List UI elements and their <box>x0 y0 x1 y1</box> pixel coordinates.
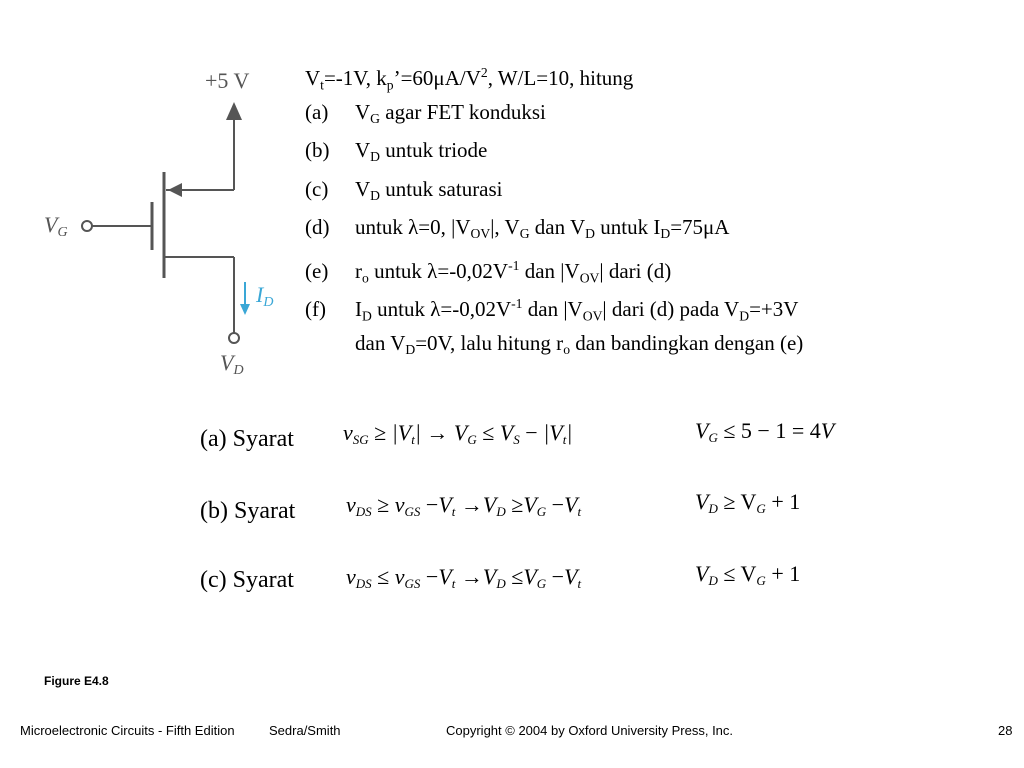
footer-page-number: 28 <box>998 723 1013 738</box>
pmos-circuit-diagram <box>40 60 290 390</box>
gate-terminal <box>82 221 92 231</box>
question-c: (c) $V_D$ untuk saturasi <box>305 176 503 203</box>
supply-arrow-icon <box>226 102 242 120</box>
drain-label: $V_D$ <box>220 350 244 379</box>
given-line: $V_t=-1V$, $k_p’=60\mu A/V^2$, W/L=10, hitung <box>305 65 634 93</box>
result-c: $V_D \le V_G + 1$ <box>695 561 801 588</box>
question-d: (d) untuk λ=0, $|V_{OV}|$, $V_G$ dan $V_D$ untuk $I_D=75\mu A$ <box>305 215 730 242</box>
footer-book-title: Microelectronic Circuits - Fifth Edition <box>20 723 235 738</box>
solution-b-label: (b) Syarat <box>200 498 296 524</box>
question-e: (e) $r_o$ untuk $\lambda=-0,02V^{-1}$ dan $|V_{OV}|$ dari (d) <box>305 257 672 285</box>
question-f: (f) $I_D$ untuk $\lambda=-0,02V^{-1}$ dan $|V_{OV}|$ dari (d) pada $V_D=+3V$ <box>305 296 799 324</box>
condition-b-equation: $v_{DS} \ge v_{GS} -V_t \to V_D \ge V_G -V_t$ <box>346 492 582 519</box>
problem-statement <box>305 54 1005 362</box>
circuit-schematic <box>40 60 290 390</box>
question-f-continued: dan $V_D=0V$, lalu hitung $r_o$ dan bandingkan dengan (e) <box>355 330 804 357</box>
drain-terminal <box>229 333 239 343</box>
footer-copyright: Copyright © 2004 by Oxford University Press, Inc. <box>446 723 734 738</box>
footer-authors: Sedra/Smith <box>269 723 341 738</box>
question-a: (a) $V_G$ agar FET konduksi <box>305 99 546 126</box>
condition-a-equation: $v_{SG} \ge |V_t| \to V_G \le V_S - |V_t|$ <box>343 420 573 447</box>
solution-c-label: (c) Syarat <box>200 567 294 593</box>
solution-a-label: (a) Syarat <box>200 426 294 452</box>
condition-c-equation: $v_{DS} \le v_{GS} -V_t \to V_D \le V_G -V_t$ <box>346 564 582 591</box>
result-a: $V_G \le 5 - 1 = 4V$ <box>695 418 835 445</box>
figure-caption: Figure E4.8 <box>44 674 109 688</box>
question-b: (b) $V_D$ untuk triode <box>305 138 488 165</box>
result-b: $V_D \ge V_G + 1$ <box>695 489 801 516</box>
current-arrow-icon <box>240 304 250 315</box>
pmos-arrow-icon <box>168 183 182 197</box>
supply-label: +5 V <box>205 68 250 93</box>
drain-current-label: $I_D$ <box>256 282 274 311</box>
gate-label: $V_G$ <box>44 212 68 241</box>
